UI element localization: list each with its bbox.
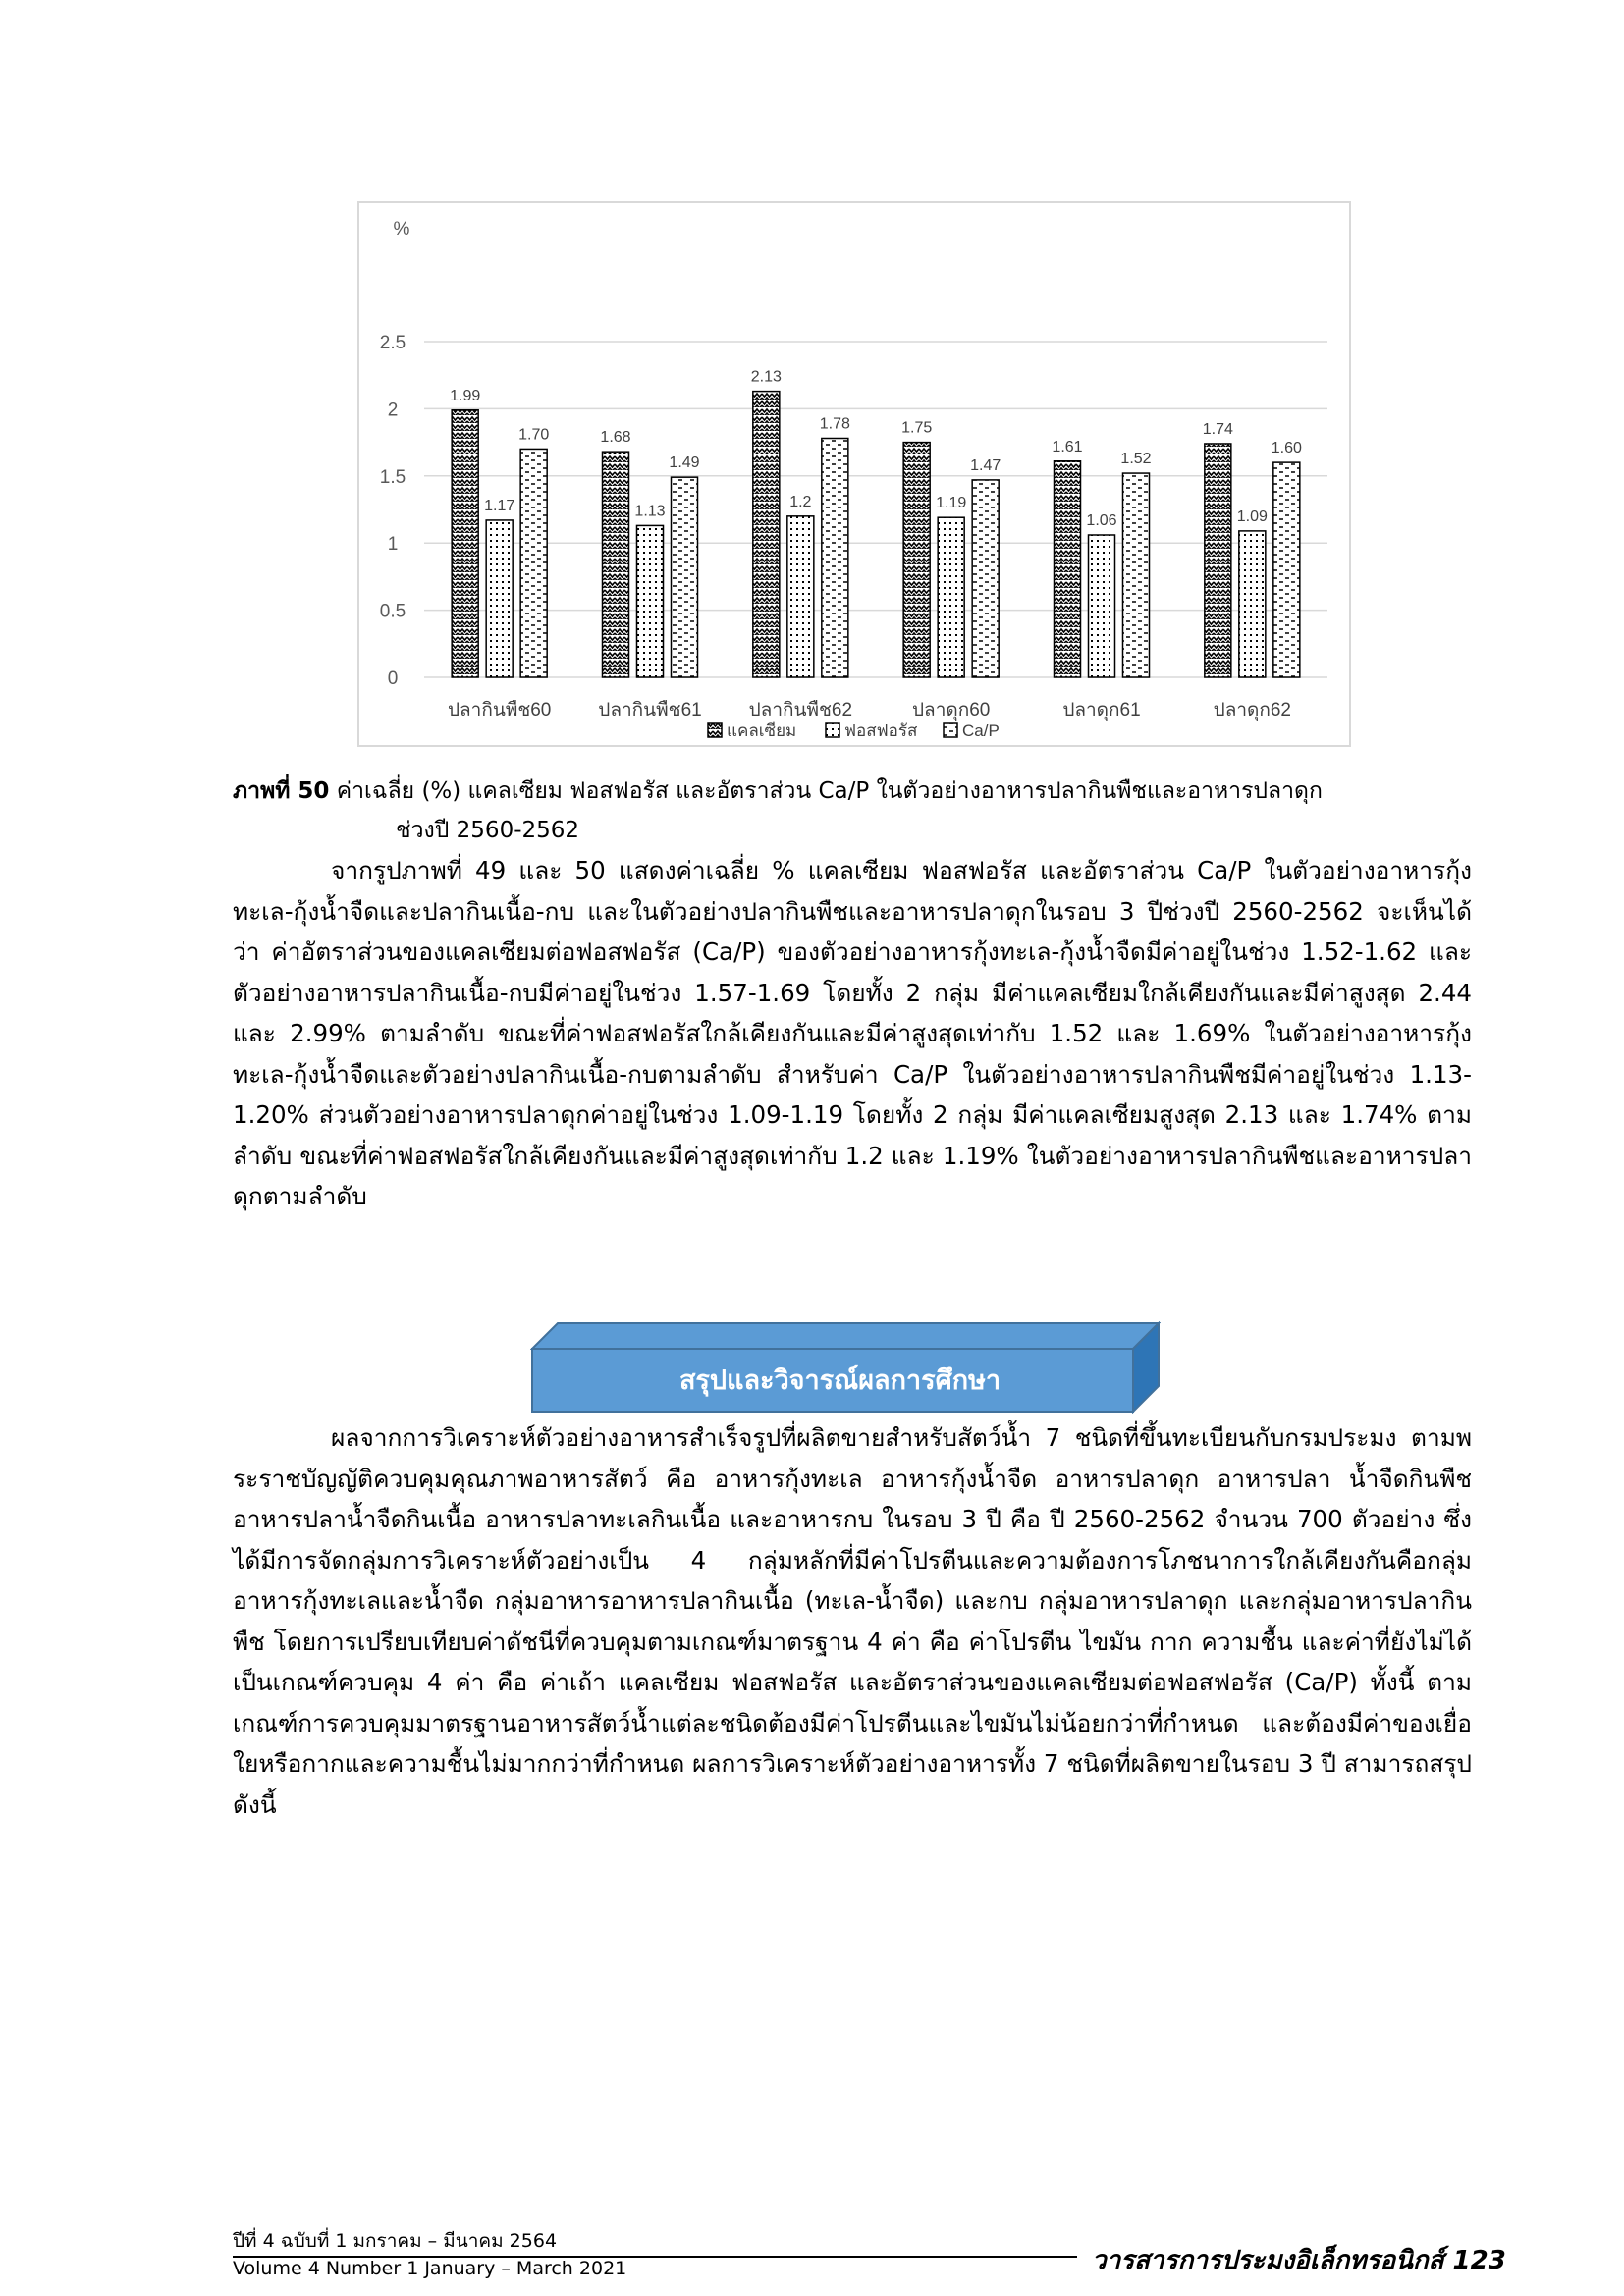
legend-label: Ca/P [962, 721, 1000, 740]
bar [787, 516, 814, 677]
data-label: 1.13 [634, 503, 666, 520]
legend-swatch [944, 723, 957, 737]
data-label: 1.52 [1120, 451, 1152, 468]
data-label: 1.74 [1202, 420, 1233, 438]
bar [672, 477, 698, 677]
journal-name: วารสารการประมงอิเล็กทรอนิกส์ [1092, 2246, 1444, 2275]
results-paragraph [233, 850, 1472, 1217]
bar [1273, 462, 1300, 677]
bar [1089, 535, 1115, 677]
y-tick-label: 1.5 [379, 466, 406, 488]
caption-line2: ช่วงปี 2560-2562 [396, 818, 580, 843]
data-label: 1.70 [518, 426, 550, 444]
section-heading: สรุปและวิจารณ์ผลการศึกษา [678, 1364, 1001, 1396]
data-label: 1.75 [901, 419, 933, 437]
figure-caption [233, 772, 1460, 850]
data-label: 1.19 [936, 495, 967, 512]
y-tick-label: 0 [387, 668, 399, 689]
bar [1123, 473, 1150, 677]
data-label: 1.49 [669, 454, 700, 472]
bar-chart [359, 203, 1349, 745]
heading-box-top [532, 1323, 1159, 1349]
footer-issue-en: Volume 4 Number 1 January – March 2021 [233, 2258, 627, 2279]
bar [486, 520, 513, 677]
data-label: 1.99 [450, 387, 481, 404]
data-label: 1.17 [484, 497, 515, 514]
data-label: 1.60 [1271, 440, 1302, 457]
paragraph-text: จากรูปภาพที่ 49 และ 50 แสดงค่าเฉลี่ย % แคลเซียม ฟอสฟอรัส และอัตราส่วน Ca/P ในตัวอย่างอาหารกุ้งทะเล-กุ้งน้ำจืดและปลากินเนื้อ-กบ และในตัวอย่างปลากินพืชและอาหารปลาดุกในรอบ 3 ปีช่วงปี 2560-2562 จะเห็นได้ว่า ค่าอัตราส่วนของแคลเซียมต่อฟอสฟอรัส (Ca/P) ของตัวอย่างอาหารกุ้งทะเล-กุ้งน้ำจืดมีค่าอยู่ในช่วง 1.52-1.62 และตัวอย่างอาหารปลากินเนื้อ-กบมีค่าอยู่ในช่วง 1.57-1.69 โดยทั้ง 2 กลุ่ม มีค่าแคลเซียมใกล้เคียงกันและมีค่าสูงสุด 2.44 และ 2.99% ตามลำดับ ขณะที่ค่าฟอสฟอรัสใกล้เคียงกันและมีค่าสูงสุดเท่ากับ 1.52 และ 1.69% ในตัวอย่างอาหารกุ้งทะเล-กุ้งน้ำจืดและตัวอย่างปลากินเนื้อ-กบตามลำดับ สำหรับค่า Ca/P ในตัวอย่างอาหารปลากินพืชมีค่าอยู่ในช่วง 1.13-1.20% ส่วนตัวอย่างอาหารปลาดุกค่าอยู่ในช่วง 1.09-1.19 โดยทั้ง 2 กลุ่ม มีค่าแคลเซียมสูงสุด 2.13 และ 1.74% ตามลำดับ ขณะที่ค่าฟอสฟอรัสใกล้เคียงกันและมีค่าสูงสุดเท่ากับ 1.2 และ 1.19% ในตัวอย่างอาหารปลากินพืชและอาหารปลาดุกตามลำดับ [233, 856, 1472, 1210]
x-tick-label: ปลาดุก60 [911, 700, 991, 721]
x-tick-label: ปลากินพืช60 [447, 700, 552, 721]
bar [1239, 531, 1266, 677]
y-tick-label: 1 [387, 534, 399, 556]
data-label: 1.78 [819, 415, 850, 433]
x-tick-label: ปลากินพืช62 [748, 700, 853, 721]
x-tick-label: ปลาดุก61 [1062, 700, 1141, 721]
caption-label: ภาพที่ 50 [233, 778, 330, 804]
data-label: 1.47 [970, 456, 1001, 474]
bar [1055, 461, 1081, 677]
bar [520, 449, 547, 677]
bar [452, 410, 478, 677]
legend-swatch [826, 723, 839, 737]
chart-figure [357, 201, 1351, 747]
data-label: 1.2 [789, 493, 812, 510]
bar [603, 452, 629, 677]
y-tick-label: 2.5 [379, 333, 406, 353]
data-label: 1.61 [1052, 438, 1083, 455]
y-axis-label: % [393, 219, 410, 240]
data-label: 1.09 [1236, 507, 1268, 525]
section-heading-box [530, 1321, 1161, 1414]
page-number: 123 [1452, 2246, 1506, 2275]
caption-line1: ค่าเฉลี่ย (%) แคลเซียม ฟอสฟอรัส และอัตราส่วน Ca/P ในตัวอย่างอาหารปลากินพืชและอาหารปลาดุก [336, 778, 1323, 804]
conclusion-paragraph [233, 1417, 1472, 1825]
bar [903, 443, 930, 677]
legend-swatch [708, 723, 722, 737]
footer-journal [1092, 2240, 1506, 2280]
bar [972, 480, 999, 677]
footer-rule [233, 2256, 1077, 2258]
x-tick-label: ปลาดุก62 [1213, 700, 1292, 721]
bar [753, 392, 780, 677]
footer-issue [233, 2227, 626, 2282]
paragraph-text: ผลจากการวิเคราะห์ตัวอย่างอาหารสำเร็จรูปที่ผลิตขายสำหรับสัตว์น้ำ 7 ชนิดที่ขึ้นทะเบียนกับกรมประมง ตามพระราชบัญญัติควบคุมคุณภาพอาหารสัตว์ คือ อาหารกุ้งทะเล อาหารกุ้งน้ำจืด อาหารปลาดุก อาหารปลา น้ำจืดกินพืช อาหารปลาน้ำจืดกินเนื้อ อาหารปลาทะเลกินเนื้อ และอาหารกบ ในรอบ 3 ปี คือ ปี 2560-2562 จำนวน 700 ตัวอย่าง ซึ่งได้มีการจัดกลุ่มการวิเคราะห์ตัวอย่างเป็น 4 กลุ่มหลักที่มีค่าโปรตีนและความต้องการโภชนาการใกล้เคียงกันคือกลุ่มอาหารกุ้งทะเลและน้ำจืด กลุ่มอาหารอาหารปลากินเนื้อ (ทะเล-น้ำจืด) และกบ กลุ่มอาหารปลาดุก และกลุ่มอาหารปลากินพืช โดยการเปรียบเทียบค่าดัชนีที่ควบคุมตามเกณฑ์มาตรฐาน 4 ค่า คือ ค่าโปรตีน ไขมัน กาก ความชื้น และค่าที่ยังไม่ได้เป็นเกณฑ์ควบคุม 4 ค่า คือ ค่าเถ้า แคลเซียม ฟอสฟอรัส และอัตราส่วนของแคลเซียมต่อฟอสฟอรัส (Ca/P) ทั้งนี้ ตามเกณฑ์การควบคุมมาตรฐานอาหารสัตว์น้ำแต่ละชนิดต้องมีค่าโปรตีนและไขมันไม่น้อยกว่าที่กำหนด และต้องมีค่าของเยื่อใยหรือกากและความชื้นไม่มากกว่าที่กำหนด ผลการวิเคราะห์ตัวอย่างอาหารทั้ง 7 ชนิดที่ผลิตขายในรอบ 3 ปี สามารถสรุป ดังนี้ [233, 1423, 1472, 1819]
legend-label: ฟอสฟอรัส [844, 721, 918, 740]
y-tick-label: 2 [387, 400, 399, 421]
y-tick-label: 0.5 [379, 601, 406, 622]
x-tick-label: ปลากินพืช61 [598, 700, 702, 721]
bar [938, 517, 964, 677]
footer-issue-thai: ปีที่ 4 ฉบับที่ 1 มกราคม – มีนาคม 2564 [233, 2230, 558, 2252]
data-label: 1.68 [600, 429, 631, 447]
legend-label: แคลเซียม [727, 721, 797, 740]
bar [822, 438, 848, 677]
data-label: 2.13 [750, 368, 782, 386]
data-label: 1.06 [1086, 511, 1117, 529]
bar [1205, 444, 1231, 677]
bar [637, 525, 664, 677]
